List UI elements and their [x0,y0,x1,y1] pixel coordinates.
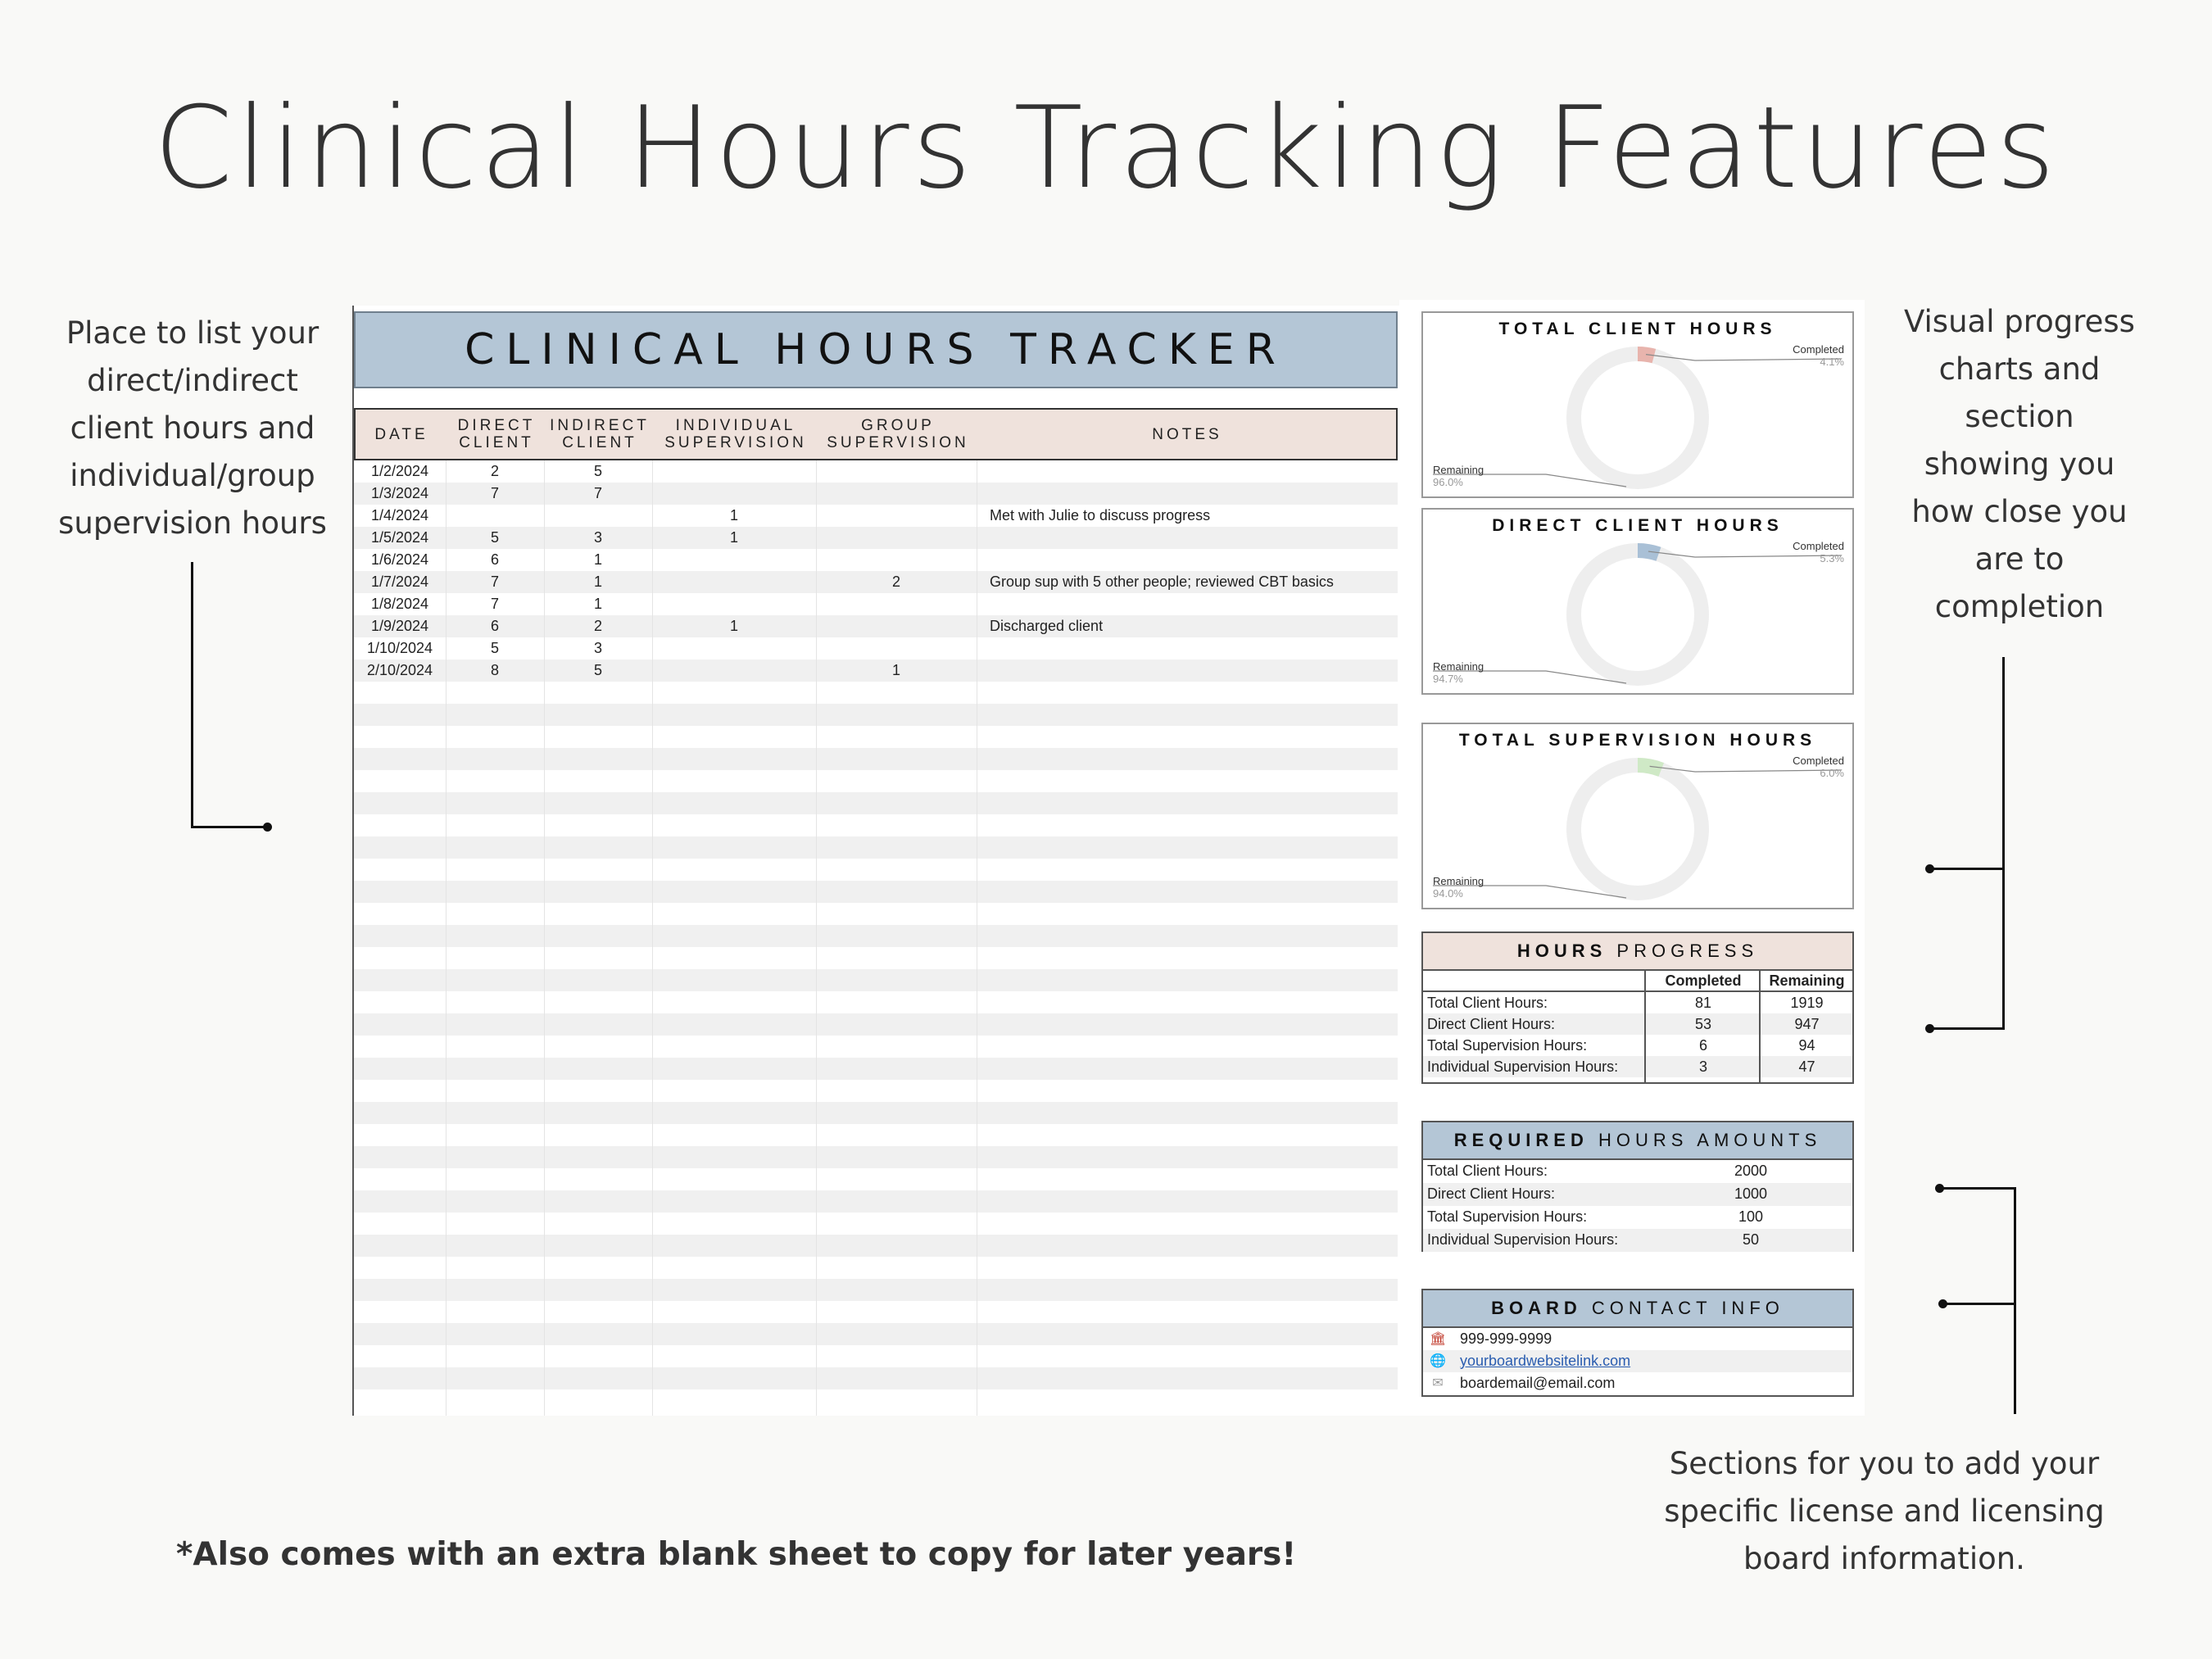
cell-direct[interactable]: 6 [490,618,499,634]
cell-group[interactable] [816,637,977,660]
column-header-group-supervision[interactable] [818,410,978,459]
cell-indirect[interactable]: 5 [593,662,602,678]
cell-notes[interactable] [990,637,1394,660]
callout-line: individual/group [70,458,315,493]
column-header-individual-supervision[interactable] [654,410,818,459]
empty-table-row[interactable] [354,1213,1398,1235]
cell-direct[interactable]: 7 [490,485,499,501]
remaining-value: 47 [1798,1058,1815,1075]
completed-text: Completed [1793,540,1844,552]
cell-date[interactable]: 1/3/2024 [370,485,429,501]
cell-indirect[interactable]: 5 [593,463,602,479]
cell-group[interactable]: 2 [891,573,900,590]
header-line: INDIVIDUAL [675,417,796,434]
empty-table-row[interactable] [354,748,1398,770]
column-header-notes[interactable] [978,410,1396,459]
remaining-value: 94 [1798,1037,1815,1054]
contact-email-row [1423,1372,1852,1394]
table-row[interactable] [354,527,1398,549]
header-line: DIRECT [457,417,536,434]
title-bold: HOURS [1516,941,1607,961]
empty-table-row[interactable] [354,859,1398,881]
row-value: 2000 [1734,1163,1768,1179]
empty-table-row[interactable] [354,1058,1398,1080]
callout-line: how close you [1911,494,2128,529]
progress-row [1423,1013,1852,1035]
right-top-callout [1884,298,2155,631]
row-label: Direct Client Hours: [1427,1185,1556,1202]
empty-table-row[interactable] [354,726,1398,748]
donut-remaining-arc [1574,354,1702,482]
callout-line: board information. [1743,1541,2025,1576]
empty-table-row[interactable] [354,1036,1398,1058]
row-label: Individual Supervision Hours: [1427,1231,1619,1248]
callout-line: charts and [1938,351,2101,387]
completed-text: Completed [1793,343,1844,356]
cell-indirect[interactable]: 3 [593,529,602,546]
title-bold: REQUIRED [1453,1130,1589,1150]
header-line: SUPERVISION [664,434,807,451]
empty-table-row[interactable] [354,903,1398,925]
empty-table-row[interactable] [354,1080,1398,1102]
right-bottom-callout [1630,1440,2138,1583]
bracket-dot [1935,1184,1944,1193]
cell-date[interactable]: 1/5/2024 [370,529,429,546]
empty-table-row[interactable] [354,881,1398,903]
bracket-dot [1925,1024,1934,1033]
callout-line: direct/indirect [87,363,298,398]
bracket-dot [1925,864,1934,873]
donut-chart [1423,313,1852,496]
cell-notes[interactable]: Group sup with 5 other people; reviewed CBT basics [990,573,1334,590]
cell-notes[interactable] [990,483,1394,505]
board-phone[interactable]: 999-999-9999 [1460,1330,1552,1347]
remaining-column-header: Remaining [1769,972,1845,989]
completed-percent: 4.1% [1820,356,1844,368]
donut-remaining-arc [1574,551,1702,678]
envelope-icon: ✉ [1432,1376,1444,1390]
empty-table-row[interactable] [354,947,1398,969]
callout-line: Sections for you to add your [1669,1446,2100,1481]
empty-table-row[interactable] [354,814,1398,836]
remaining-value: 1919 [1790,995,1824,1011]
row-label: Individual Supervision Hours: [1427,1058,1619,1075]
cell-individual[interactable] [652,571,816,593]
right-bottom-bracket-arm-1 [1940,1187,2016,1190]
cell-group[interactable] [816,483,977,505]
title-rest: PROGRESS [1607,941,1759,961]
empty-table-row[interactable] [354,1146,1398,1168]
cell-indirect[interactable]: 1 [593,551,602,568]
chart-title: DIRECT CLIENT HOURS [1492,516,1784,535]
empty-table-row[interactable] [354,1323,1398,1345]
chart-total-client-hours [1421,311,1854,498]
chart-title: TOTAL SUPERVISION HOURS [1458,731,1817,750]
table-row[interactable] [354,505,1398,527]
header-line: INDIRECT [550,417,650,434]
empty-table-row[interactable] [354,1345,1398,1367]
chart-direct-client-hours [1421,508,1854,695]
remaining-percent: 94.7% [1433,673,1463,685]
empty-table-row[interactable] [354,704,1398,726]
callout-line: are to [1974,542,2065,577]
required-row [1423,1229,1852,1252]
row-value: 100 [1738,1208,1764,1225]
cell-individual[interactable]: 1 [729,529,738,546]
empty-table-row[interactable] [354,1168,1398,1190]
empty-table-row[interactable] [354,1279,1398,1301]
row-label: Total Client Hours: [1427,1163,1548,1179]
empty-table-row[interactable] [354,836,1398,859]
progress-row [1423,1056,1852,1077]
cell-direct[interactable]: 2 [490,463,499,479]
table-row[interactable] [354,593,1398,615]
table-row[interactable] [354,571,1398,593]
remaining-text: Remaining [1433,875,1484,887]
callout-line: completion [1934,589,2105,624]
contact-website-row [1423,1350,1852,1372]
cell-direct[interactable] [446,505,544,527]
cell-direct[interactable]: 5 [490,529,499,546]
empty-table-row[interactable] [354,991,1398,1013]
cell-individual[interactable] [652,460,816,483]
cell-direct[interactable]: 8 [490,662,499,678]
column-divider [1644,969,1646,1082]
left-callout [49,310,336,547]
cell-date[interactable]: 1/9/2024 [370,618,429,634]
cell-group[interactable] [816,527,977,549]
progress-column-headers [1423,971,1852,992]
header-line: CLIENT [459,434,534,451]
board-website-link[interactable]: yourboardwebsitelink.com [1460,1353,1631,1369]
cell-date[interactable]: 1/2/2024 [370,463,429,479]
cell-date[interactable]: 1/4/2024 [370,507,429,524]
row-value: 1000 [1734,1185,1768,1202]
column-header-direct-client[interactable] [447,410,546,459]
empty-table-row[interactable] [354,925,1398,947]
cell-individual[interactable] [652,483,816,505]
table-row[interactable] [354,483,1398,505]
hours-progress-box [1421,931,1854,1084]
cell-direct[interactable]: 7 [490,596,499,612]
cell-indirect[interactable]: 2 [593,618,602,634]
tracker-header-row [354,408,1398,460]
title-bold: BOARD [1491,1298,1582,1318]
cell-indirect[interactable] [544,505,652,527]
globe-icon: 🌐 [1430,1354,1446,1368]
cell-notes[interactable] [990,660,1394,682]
right-bottom-bracket-arm-2 [1943,1303,2016,1305]
cell-date[interactable]: 1/8/2024 [370,596,429,612]
callout-line: section [1965,399,2074,434]
progress-row [1423,1035,1852,1056]
cell-indirect[interactable]: 7 [593,485,602,501]
right-top-bracket-vertical [2002,657,2005,1030]
left-connector-horizontal [191,826,269,828]
required-hours-title [1423,1122,1852,1160]
callout-line: supervision hours [58,505,327,541]
cell-notes[interactable]: Met with Julie to discuss progress [990,507,1211,524]
building-icon: 🏛 [1430,1332,1447,1346]
remaining-label [1433,660,1484,685]
chart-total-supervision-hours [1421,723,1854,909]
column-divider [544,460,545,1416]
empty-table-row[interactable] [354,682,1398,704]
bracket-dot [1938,1299,1947,1308]
cell-group[interactable] [816,593,977,615]
completed-column-header: Completed [1665,972,1742,989]
empty-table-row[interactable] [354,1013,1398,1036]
row-label: Total Supervision Hours: [1427,1037,1588,1054]
remaining-label [1433,875,1484,900]
board-email[interactable]: boardemail@email.com [1460,1375,1616,1391]
chart-title: TOTAL CLIENT HOURS [1498,320,1777,338]
remaining-percent: 94.0% [1433,887,1463,900]
table-row[interactable] [354,637,1398,660]
completed-value: 6 [1698,1037,1707,1054]
right-top-bracket-arm-1 [1930,868,2005,870]
row-label: Total Client Hours: [1427,995,1548,1011]
board-contact-title [1423,1290,1852,1328]
cell-date[interactable]: 1/6/2024 [370,551,429,568]
cell-individual[interactable]: 1 [729,507,738,524]
empty-table-row[interactable] [354,792,1398,814]
completed-text: Completed [1793,755,1844,767]
required-row [1423,1206,1852,1229]
cell-group[interactable]: 1 [891,662,900,678]
cell-individual[interactable]: 1 [729,618,738,634]
table-row[interactable] [354,615,1398,637]
empty-table-row[interactable] [354,1301,1398,1323]
completed-label [1793,755,1844,779]
progress-row [1423,992,1852,1013]
completed-percent: 6.0% [1820,767,1844,779]
empty-table-row[interactable] [354,770,1398,792]
empty-table-row[interactable] [354,1367,1398,1389]
tracker-title: CLINICAL HOURS TRACKER [354,311,1398,388]
cell-individual[interactable] [652,660,816,682]
remaining-percent: 96.0% [1433,476,1463,488]
header-line: DATE [374,425,428,443]
empty-table-row[interactable] [354,1257,1398,1279]
cell-group[interactable] [816,505,977,527]
contact-phone-row [1423,1328,1852,1350]
completed-value: 81 [1694,995,1712,1011]
callout-line: Place to list your [66,315,320,351]
callout-line: showing you [1924,446,2115,482]
completed-value: 53 [1694,1016,1712,1032]
column-divider [652,460,653,1416]
left-connector-vertical [191,562,193,828]
hours-progress-title [1423,933,1852,971]
cell-notes[interactable]: Discharged client [990,618,1104,634]
cell-date[interactable]: 1/7/2024 [370,573,429,590]
cell-group[interactable] [816,615,977,637]
left-connector-dot [263,823,272,832]
board-contact-box [1421,1289,1854,1397]
empty-table-row[interactable] [354,1102,1398,1124]
empty-table-row[interactable] [354,1235,1398,1257]
callout-line: client hours and [70,410,315,446]
page-headline: Clinical Hours Tracking Features [153,82,2059,214]
completed-percent: 5.3% [1820,552,1844,564]
remaining-label [1433,464,1484,488]
header-line: CLIENT [562,434,637,451]
cell-indirect[interactable]: 3 [593,640,602,656]
table-row[interactable] [354,549,1398,571]
cell-group[interactable] [816,460,977,483]
donut-remaining-arc [1574,765,1702,893]
empty-table-row[interactable] [354,1190,1398,1213]
row-label: Total Supervision Hours: [1427,1208,1588,1225]
remaining-value: 947 [1794,1016,1820,1032]
donut-chart [1423,510,1852,693]
title-rest: CONTACT INFO [1581,1298,1784,1318]
remaining-text: Remaining [1433,464,1484,476]
column-header-indirect-client[interactable] [546,410,654,459]
required-row [1423,1183,1852,1206]
cell-group[interactable] [816,549,977,571]
callout-line: Visual progress [1904,304,2135,339]
cell-notes[interactable] [990,460,1394,483]
cell-indirect[interactable]: 1 [593,573,602,590]
cell-date[interactable]: 2/10/2024 [366,662,433,678]
column-header-date[interactable] [356,410,447,459]
table-row[interactable] [354,460,1398,483]
cell-indirect[interactable]: 1 [593,596,602,612]
tracker-body [354,460,1398,1416]
right-top-bracket-arm-2 [1930,1027,2005,1030]
column-divider [1759,969,1761,1082]
cell-notes[interactable] [990,593,1394,615]
header-line: GROUP [861,417,935,434]
cell-notes[interactable] [990,527,1394,549]
title-rest: HOURS AMOUNTS [1588,1130,1822,1150]
cell-individual[interactable] [652,637,816,660]
column-divider [816,460,817,1416]
header-line: NOTES [1152,425,1222,443]
required-row [1423,1160,1852,1183]
empty-table-row[interactable] [354,1389,1398,1412]
cell-direct[interactable]: 7 [490,573,499,590]
row-label: Direct Client Hours: [1427,1016,1556,1032]
cell-direct[interactable]: 6 [490,551,499,568]
table-row[interactable] [354,660,1398,682]
empty-table-row[interactable] [354,969,1398,991]
footnote: *Also comes with an extra blank sheet to copy for later years! [176,1536,1297,1573]
cell-individual[interactable] [652,549,816,571]
cell-notes[interactable] [990,549,1394,571]
remaining-text: Remaining [1433,660,1484,673]
header-line: SUPERVISION [827,434,969,451]
cell-date[interactable]: 1/10/2024 [366,640,433,656]
completed-label [1793,540,1844,564]
cell-individual[interactable] [652,593,816,615]
required-hours-box [1421,1121,1854,1252]
empty-table-row[interactable] [354,1124,1398,1146]
donut-chart [1423,724,1852,908]
callout-line: specific license and licensing [1664,1494,2105,1529]
completed-value: 3 [1698,1058,1707,1075]
row-value: 50 [1742,1231,1760,1248]
cell-direct[interactable]: 5 [490,640,499,656]
right-bottom-bracket-vertical [2014,1187,2016,1414]
completed-label [1793,343,1844,368]
